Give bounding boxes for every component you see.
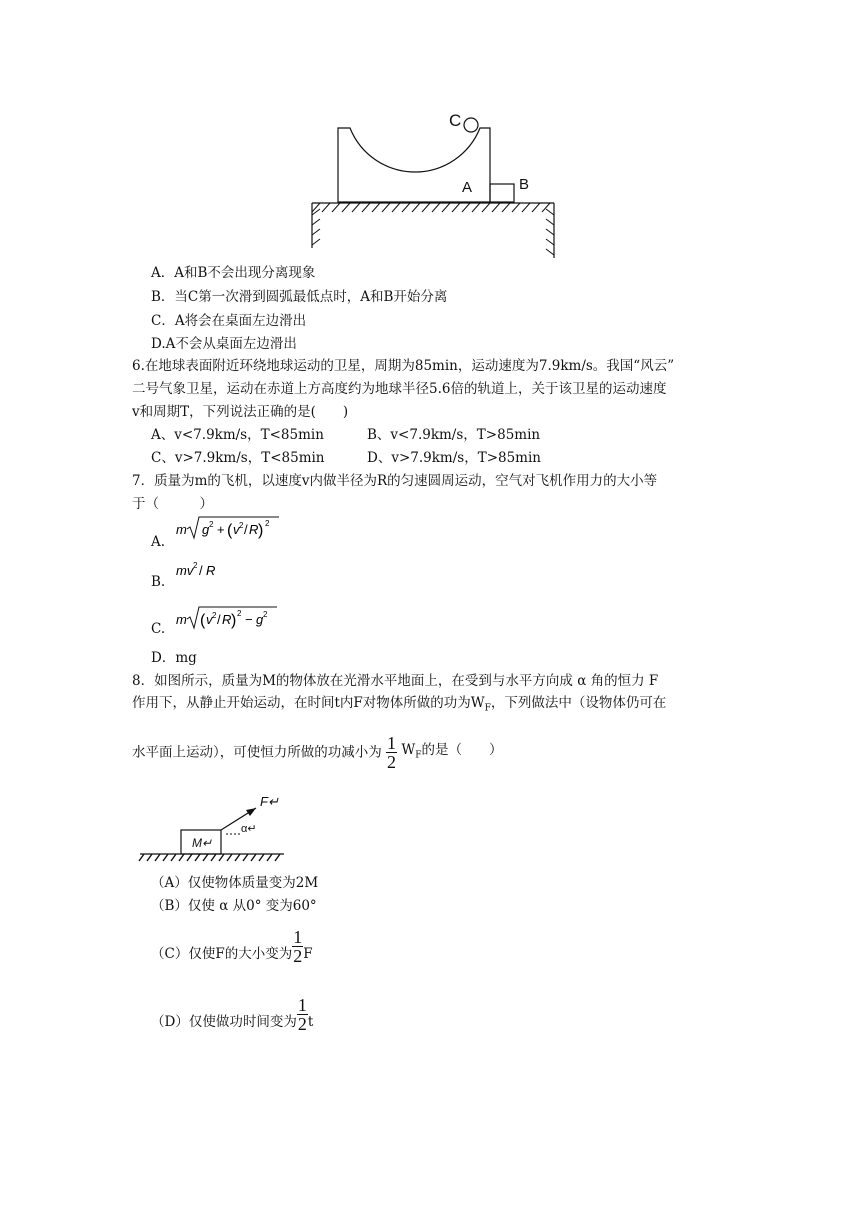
svg-text:): )	[231, 612, 237, 629]
svg-text:2: 2	[239, 521, 244, 530]
q7-line1: 7．质量为m的飞机，以速度v内做半径为R的匀速圆周运动，空气对飞机作用力的大小等	[132, 473, 658, 489]
svg-text:g: g	[202, 522, 210, 537]
q5-option-d: D.A不会从桌面左边滑出	[151, 336, 297, 352]
svg-text:2: 2	[209, 520, 214, 529]
q8-option-d-fraction	[297, 996, 308, 1033]
svg-text:−: −	[245, 612, 253, 627]
q8-line1: 8．如图所示，质量为M的物体放在光滑水平地面上，在受到与水平方向成 α 角的恒力 F	[132, 673, 659, 689]
q8-option-c-num: 1	[293, 927, 303, 947]
q8-line2-text: 作用下，从静止开始运动，在时间t内F对物体所做的功为W	[132, 695, 485, 711]
q6-line1: 6.在地球表面附近环绕地球运动的卫星，周期为85min，运动速度为7.9km/s。我国“风云”	[132, 358, 675, 374]
q8-line3-w: W	[401, 741, 416, 758]
q6-option-a: A、v<7.9km/s，T<85min	[151, 427, 324, 443]
q5-option-c: C．A将会在桌面左边滑出	[151, 313, 307, 329]
q8-line2-end: ，下列做法中（设物体仍可在	[490, 695, 667, 711]
svg-text:v: v	[233, 522, 240, 537]
q8-option-c	[151, 928, 313, 965]
svg-text:2: 2	[237, 609, 242, 618]
q7-formula-c	[176, 604, 286, 636]
svg-text:2: 2	[193, 561, 198, 570]
q8-option-c-den: 2	[293, 946, 303, 966]
q7-formula-a	[176, 514, 286, 546]
fig-label-m: M↵	[192, 836, 213, 850]
q7-line2: 于（ ）	[132, 496, 213, 512]
q8-option-c-var: F	[303, 946, 313, 962]
svg-text:R: R	[249, 522, 259, 537]
svg-text:2: 2	[212, 611, 217, 620]
svg-text:(: (	[200, 612, 206, 629]
q8-option-c-text: （C）仅使F的大小变为	[151, 946, 293, 962]
q5-option-a: A．A和B不会出现分离现象	[151, 265, 316, 281]
q8-half-num: 1	[387, 733, 397, 753]
svg-text:/: /	[244, 522, 248, 537]
svg-text:g: g	[256, 612, 264, 627]
svg-text:+: +	[217, 522, 225, 537]
q7-option-c-label: C.	[151, 621, 166, 637]
q7-option-b-label: B.	[151, 574, 166, 590]
fig-label-alpha: α↵	[241, 823, 257, 835]
q8-option-d-num: 1	[297, 995, 307, 1015]
label-a: A	[462, 179, 473, 196]
q8-option-b: （B）仅使 α 从0° 变为60°	[151, 898, 317, 914]
q7-formula-b	[176, 557, 236, 585]
fig-label-f: F↵	[260, 794, 279, 809]
q8-option-a: （A）仅使物体质量变为2M	[151, 875, 319, 891]
q8-option-d-den: 2	[297, 1014, 307, 1034]
q8-line2	[132, 693, 666, 719]
q6-line3: v和周期T，下列说法正确的是( )	[132, 404, 349, 420]
q8-option-c-fraction	[292, 928, 303, 965]
q8-line3-sub: F	[415, 750, 422, 761]
q8-option-d	[151, 996, 313, 1033]
svg-text:2: 2	[265, 519, 270, 528]
svg-text:): )	[258, 522, 264, 539]
q7-option-a-label: A.	[151, 534, 166, 550]
q6-line2: 二号气象卫星，运动在赤道上方高度约为地球半径5.6倍的轨道上，关于该卫星的运动速度	[132, 381, 667, 397]
q8-line3	[132, 734, 502, 774]
q6-option-c: C、v>7.9km/s，T<85min	[151, 450, 325, 466]
svg-text:v: v	[206, 612, 213, 627]
q8-line2-sub: F	[484, 703, 491, 714]
q8-option-d-text: （D）仅使做功时间变为	[151, 1014, 297, 1030]
svg-text:/: /	[199, 563, 203, 578]
svg-text:R: R	[206, 563, 216, 578]
svg-text:mv: mv	[176, 563, 194, 578]
svg-text:(: (	[227, 522, 233, 539]
label-c: C	[449, 111, 462, 130]
figure-block-force	[138, 790, 288, 865]
svg-text:2: 2	[263, 610, 268, 619]
q5-option-b: B．当C第一次滑到圆弧最低点时，A和B开始分离	[151, 289, 448, 305]
svg-text:m: m	[176, 522, 187, 537]
figure-halfpipe	[300, 100, 570, 265]
svg-text:m: m	[176, 612, 187, 627]
q8-half-den: 2	[387, 752, 397, 772]
q8-option-d-var: t	[307, 1014, 314, 1030]
q8-line3-end: 的是（ ）	[421, 741, 503, 758]
svg-text:R: R	[222, 612, 232, 627]
q7-option-d: D．mg	[151, 650, 197, 666]
label-b: B	[519, 176, 530, 193]
q6-option-d: D、v>7.9km/s，T>85min	[367, 450, 541, 466]
q8-line3-pre: 水平面上运动），可使恒力所做的功减小为	[132, 744, 382, 761]
q8-half-fraction	[386, 734, 397, 771]
svg-text:/: /	[217, 612, 221, 627]
q6-option-b: B、v<7.9km/s，T>85min	[367, 427, 541, 443]
